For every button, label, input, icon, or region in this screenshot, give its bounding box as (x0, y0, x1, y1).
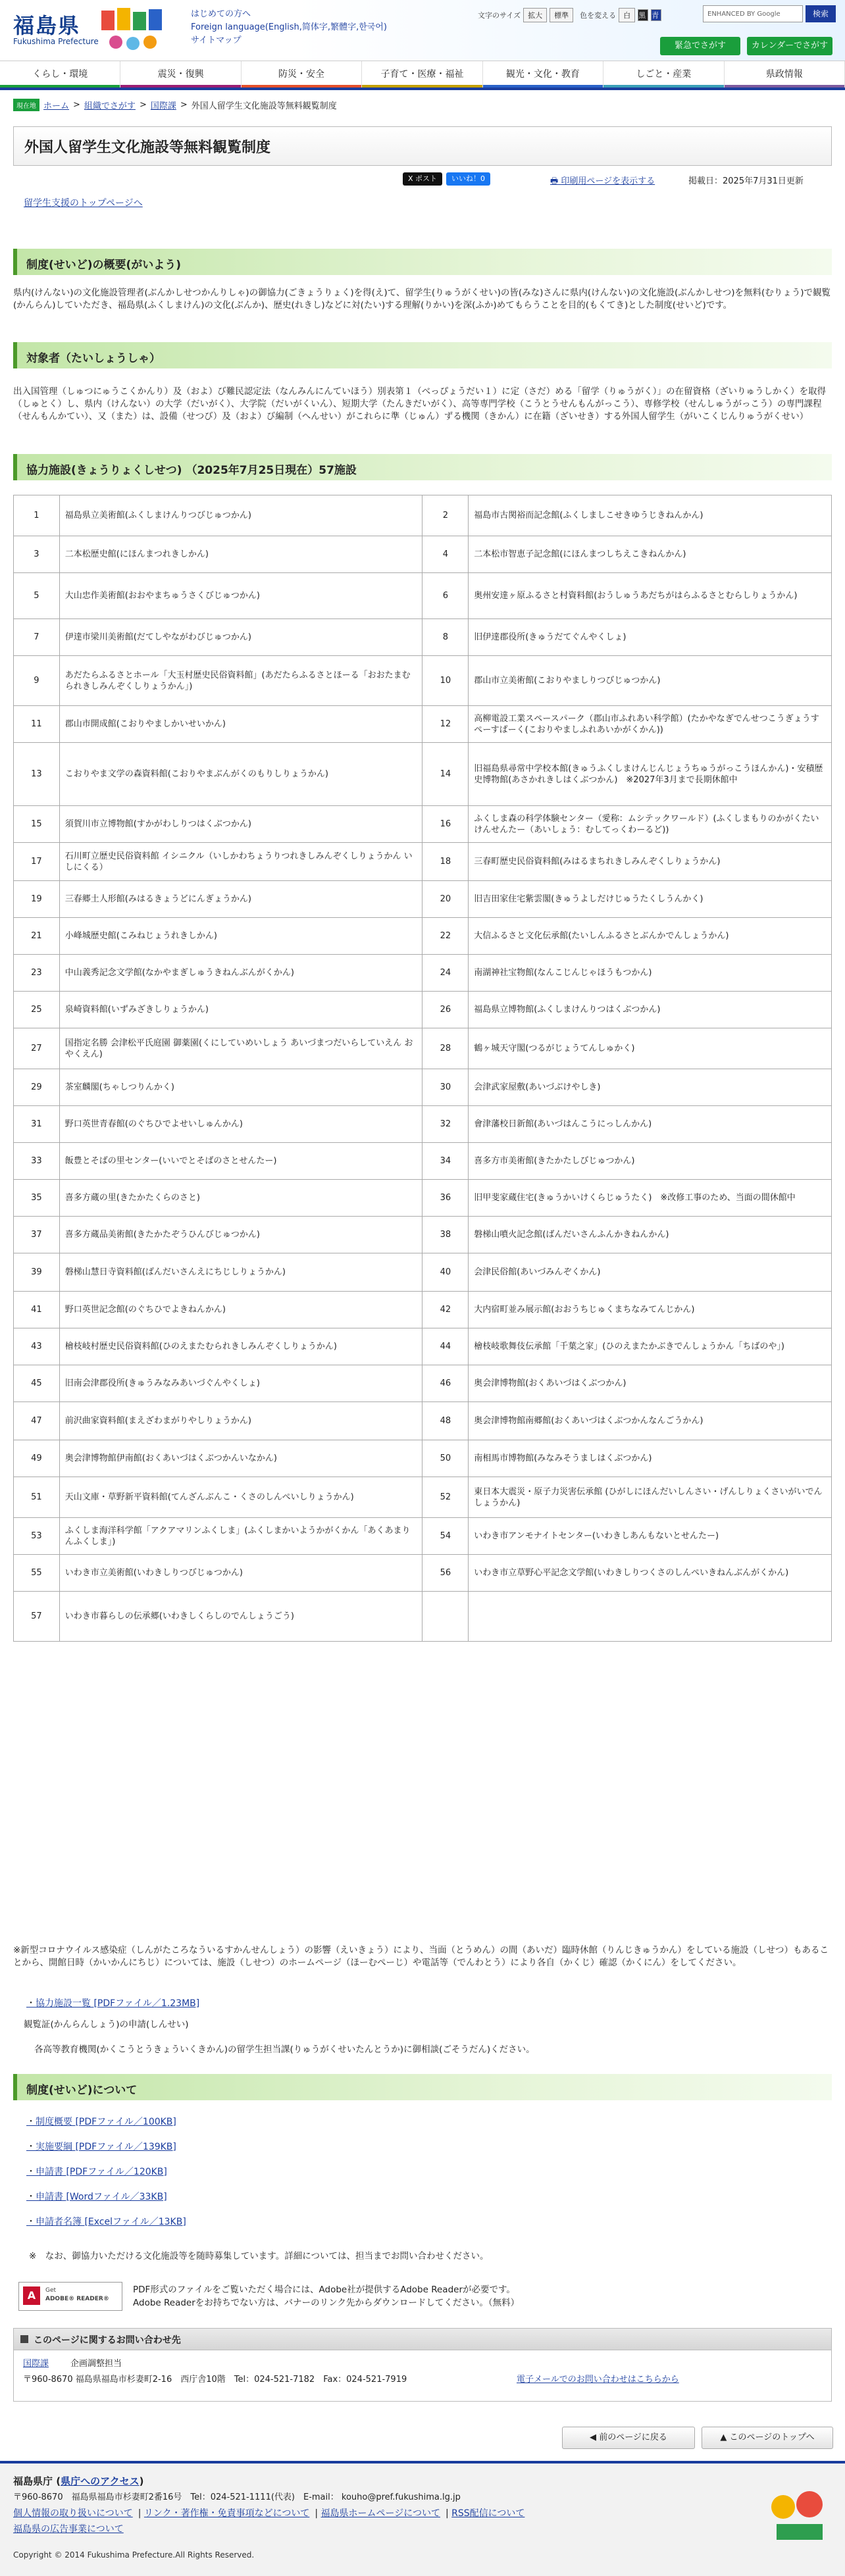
facility-name: 旧伊達郡役所(きゅうだてぐんやくしょ) (469, 619, 832, 656)
inquiry-section: 企画調整担当 (70, 2359, 122, 2369)
mascot-logo-image (99, 4, 165, 57)
footer-about-site-link[interactable]: 福島県ホームページについて (320, 2508, 440, 2519)
facility-number: 36 (423, 1180, 469, 1217)
table-row (14, 1402, 832, 1440)
page-title: 外国人留学生文化施設等無料観覧制度 (24, 139, 271, 156)
table-row (14, 536, 832, 573)
facility-name: 野口英世青春館(のぐちひでよせいしゅんかん) (59, 1106, 423, 1143)
facility-number: 47 (14, 1402, 60, 1440)
facility-number: 34 (423, 1143, 469, 1180)
application-pdf-link[interactable]: ・ 申請書 [PDFファイル／120KB] (26, 2165, 167, 2178)
table-row (14, 619, 832, 656)
applicant-list-excel-link[interactable]: ・ 申請者名簿 [Excelファイル／13KB] (26, 2215, 186, 2228)
facility-number: 43 (14, 1328, 60, 1365)
facility-name: 旧甲斐家蔵住宅(きゅうかいけくらじゅうたく) ※改修工事のため、当面の間休館中 (469, 1180, 832, 1217)
table-row (14, 573, 832, 619)
nav-prefectural-info[interactable]: 県政情報 (725, 61, 845, 88)
inquiry-department-link[interactable]: 国際課 (23, 2359, 49, 2369)
facility-name: 小峰城歴史館(こみねじょうれきしかん) (59, 918, 423, 955)
facility-number: 28 (423, 1028, 469, 1069)
facility-number: 6 (423, 573, 469, 619)
inquiry-box (13, 2328, 832, 2402)
facility-number: 57 (14, 1592, 60, 1642)
facility-number: 35 (14, 1180, 60, 1217)
adobe-reader-note: PDF形式のファイルをご覧いただく場合には、Adobe社が提供するAdobe Readerが必要です。 Adobe Readerをお持ちでない方は、バナーのリンク先からダウンロードしてください。（無料） (133, 2285, 520, 2308)
search-button[interactable]: 検索 (806, 5, 836, 22)
facility-name: 泉崎資料館(いずみざきしりょうかん) (59, 992, 423, 1028)
facility-number: 27 (14, 1028, 60, 1069)
publish-date: 掲載日：2025年7月31日更新 (688, 176, 804, 186)
facility-number: 55 (14, 1555, 60, 1592)
site-logo-subtitle: Fukushima Prefecture (13, 37, 99, 46)
facility-name: 茶室麟閣(ちゃしつりんかく) (59, 1069, 423, 1106)
facility-number: 25 (14, 992, 60, 1028)
footer-ads-link[interactable]: 福島県の広告事業について (13, 2524, 124, 2535)
table-row (14, 743, 832, 806)
facility-number: 5 (14, 573, 60, 619)
facility-name: 二本松歴史館(にほんまつれきしかん) (59, 536, 423, 573)
facility-name: 天山文庫・草野新平資料館(てんざんぶんこ・くさのしんぺいしりょうかん) (59, 1477, 423, 1518)
facility-name: 会津民俗館(あいづみんぞくかん) (469, 1253, 832, 1292)
facility-number: 10 (423, 656, 469, 706)
facility-name: 大信ふるさと文化伝承館(たいしんふるさとぶんかでんしょうかん) (469, 918, 832, 955)
facility-name: 喜多方市美術館(きたかたしびじゅつかん) (469, 1143, 832, 1180)
facility-number: 16 (423, 806, 469, 843)
footer-links: 個人情報の取り扱いについて | リンク・著作権・免責事項などについて | 福島県ホームページについて | RSS配信について 福島県の広告事業について (13, 2508, 525, 2535)
facility-name: あだたらふるさとホール「大玉村歴史民俗資料館」(あだたらふるさとほーる「おおたまむられきしみんぞくしりょうかん」) (59, 656, 423, 706)
facility-number: 21 (14, 918, 60, 955)
color-white-button[interactable]: 白 (619, 8, 635, 22)
table-row (14, 1180, 832, 1217)
facility-name: 前沢曲家資料館(まえざわまがりやしりょうかん) (59, 1402, 423, 1440)
table-row (14, 1555, 832, 1592)
facility-name: ふくしま海洋科学館「アクアマリンふくしま」(ふくしまかいようかがくかん「あくあまりんふくしま」) (59, 1518, 423, 1555)
overview-text: 県内(けんない)の文化施設管理者(ぶんかしせつかんりしゃ)の御協力(ごきょうりょく)を得(え)て、留学生(りゅうがくせい)の皆(みな)さんに県内(けんない)の文化施設(ぶんかしせつ)を無料(むりょう)で観覧(かんらん)していただき、福島県(ふくしまけん)の文化(ぶんか)、歴史(れきし)などに対(たい)する理解(りかい)を深(ふか)めてもらうことを目的(もくてき)とした制度(せいど)です。 (13, 288, 831, 311)
table-row (14, 1143, 832, 1180)
breadcrumb-current: 外国人留学生文化施設等無料観覧制度 (191, 101, 337, 111)
facility-name: 野口英世記念館(のぐちひでよきねんかん) (59, 1292, 423, 1328)
footer-email: kouho@pref.fukushima.lg.jp (341, 2492, 461, 2502)
page-title-box (13, 126, 832, 166)
facility-name: 三春町歴史民俗資料館(みはるまちれきしみんぞくしりょうかん) (469, 843, 832, 881)
facility-name: 伊達市梁川美術館(だてしやながわびじゅつかん) (59, 619, 423, 656)
heading-overview: 制度(せいど)の概要(がいよう) (13, 249, 832, 275)
table-row (14, 1069, 832, 1106)
facility-name: 東日本大震災・原子力災害伝承館 (ひがしにほんだいしんさい・げんしりょくさいがいでんしょうかん) (469, 1477, 832, 1518)
get-adobe-reader-banner[interactable]: A Get ADOBE® READER® (18, 2282, 122, 2311)
table-row (14, 1518, 832, 1555)
facility-name: いわき市立草野心平記念文学館(いわきしりつくさのしんぺいきねんぶんがくかん) (469, 1555, 832, 1592)
facility-name: 石川町立歴史民俗資料館 イシニクル（いしかわちょうりつれきしみんぞくしりょうかん いしにくる） (59, 843, 423, 881)
facility-name: 旧福島県尋常中学校本館(きゅうふくしまけんじんじょうちゅうがっこうほんかん)・安積歴史博物館(あさかれきしはくぶつかん) ※2027年3月まで長期休館中 (469, 743, 832, 806)
facility-name: 奥会津博物館(おくあいづはくぶつかん) (469, 1365, 832, 1402)
table-row (14, 881, 832, 918)
facility-number: 8 (423, 619, 469, 656)
breadcrumb-here-badge: 現在地 (13, 99, 39, 111)
color-change-label: 色を変える (580, 11, 617, 20)
nav-tourism-culture-education[interactable]: 観光・文化・教育 (483, 61, 603, 88)
inquiry-heading: このページに関するお問い合わせ先 (34, 2335, 181, 2346)
facility-name: こおりやま文学の森資料館(こおりやまぶんがくのもりしりょうかん) (59, 743, 423, 806)
x-post-button[interactable]: X ポスト (403, 172, 442, 186)
table-row (14, 1217, 832, 1253)
table-row (14, 1328, 832, 1365)
toplink-sitemap[interactable]: サイトマップ (191, 36, 242, 45)
facility-name: 奥会津博物館南郷館(おくあいづはくぶつかんなんごうかん) (469, 1402, 832, 1440)
facility-number: 11 (14, 706, 60, 743)
facility-name: 飯豊とそばの里センター(いいでとそばのさとせんたー) (59, 1143, 423, 1180)
footer-rss-link[interactable]: RSS配信について (451, 2508, 525, 2519)
facility-number: 32 (423, 1106, 469, 1143)
nav-disaster-reconstruction[interactable]: 震災・復興 (120, 61, 241, 88)
inquiry-square-icon (20, 2335, 28, 2343)
facility-number: 41 (14, 1292, 60, 1328)
facility-name: 喜多方蔵の里(きたかたくらのさと) (59, 1180, 423, 1217)
facility-list-pdf-link[interactable]: ・ 協力施設一覧 [PDFファイル／1.23MB] (26, 1996, 199, 2009)
facility-number: 51 (14, 1477, 60, 1518)
facility-number: 23 (14, 955, 60, 992)
facility-number: 1 (14, 495, 60, 536)
breadcrumb-home[interactable]: ホーム (43, 101, 70, 111)
facility-name: 大内宿町並み展示館(おおうちじゅくまちなみてんじかん) (469, 1292, 832, 1328)
facility-name: いわき市立美術館(いわきしりつびじゅつかん) (59, 1555, 423, 1592)
eligibility-text: 出入国管理（しゅつにゅうこくかんり）及（およ）び難民認定法（なんみんにんていほう）別表第１（べっぴょうだい１）に定（さだ）める「留学（りゅうがく）」の在留資格（ざいりゅうしかく）を取得（しゅとく）し、県内（けんない）の大学（だいがく）、大学院（だいがくいん）、短期大学（たんきだいがく）、高等専門学校（こうとうせんもんがっこう）、専修学校（せんしゅうがっこう）の専門課程（せんもんかてい）、又（また）は、設備（せつび）及（およ）び編制（へんせい）がこれらに準（じゅん）ずる機関（きかん）に在籍（ざいせき）する外国人留学生（がいこくじんりゅうがくせい） (13, 386, 826, 422)
facility-name: 中山義秀記念文学館(なかやまぎしゅうきねんぶんがくかん) (59, 955, 423, 992)
facility-number: 46 (423, 1365, 469, 1402)
facility-number: 24 (423, 955, 469, 992)
facility-name (469, 1592, 832, 1642)
inquiry-address: 〒960-8670 福島県福島市杉妻町2-16 西庁舎10階 Tel：024-521-7182 Fax：024-521-7919 (23, 2375, 407, 2385)
facility-name: 南相馬市博物館(みなみそうましはくぶつかん) (469, 1440, 832, 1477)
site-footer: 福島県庁 (県庁へのアクセス) 〒960-8670 福島県福島市杉妻町2番16号 Tel：024-521-1111(代表) E-mail： kouho@pref.fukushima.lg.jp 個人情報の取り扱いについて | リンク・著作権・免責事項などについて | 福島県ホームページについて | RSS配信について 福島県の広告事業について Copyright © 2014 Fukushima Prefecture.All Rights Reserved. (0, 2461, 845, 2576)
table-row (14, 806, 832, 843)
footer-address: 〒960-8670 福島県福島市杉妻町2番16号 Tel：024-521-1111(代表) E-mail： (13, 2492, 339, 2502)
facility-name: 福島県立博物館(ふくしまけんりつはくぶつかん) (469, 992, 832, 1028)
facility-name: 南湖神社宝物館(なんこじんじゃほうもつかん) (469, 955, 832, 992)
facility-name: 会津武家屋敷(あいづぶけやしき) (469, 1069, 832, 1106)
facility-number: 4 (423, 536, 469, 573)
facility-number: 38 (423, 1217, 469, 1253)
facility-name: 奥会津博物館伊南館(おくあいづはくぶつかんいなかん) (59, 1440, 423, 1477)
facility-name: ふくしま森の科学体験センター（愛称：ムシテックワールド）(ふくしまもりのかがくたいけんせんたー（あいしょう：むしてっくわーるど)) (469, 806, 832, 843)
facility-number: 52 (423, 1477, 469, 1518)
footer-mascot-image (763, 2481, 836, 2546)
facility-name: いわき市暮らしの伝承郷(いわきしくらしのでんしょうごう) (59, 1592, 423, 1642)
apply-label: 観覧証(かんらんしょう)の申請(しんせい) (24, 2019, 189, 2030)
font-standard-button[interactable]: 標準 (550, 8, 573, 22)
footer-access-link[interactable]: 県庁へのアクセス (61, 2475, 140, 2487)
table-row (14, 1253, 832, 1292)
facility-number: 15 (14, 806, 60, 843)
table-row (14, 918, 832, 955)
facility-number: 56 (423, 1555, 469, 1592)
back-button[interactable]: ◀ 前のページに戻る (562, 2427, 695, 2449)
heading-eligibility: 対象者（たいしょうしゃ） (13, 342, 832, 368)
facility-number: 19 (14, 881, 60, 918)
facility-number: 54 (423, 1518, 469, 1555)
table-row (14, 843, 832, 881)
footer-copyright-link[interactable]: リンク・著作権・免責事項などについて (143, 2508, 310, 2519)
facility-name: 三春郷土人形館(みはるきょうどにんぎょうかん) (59, 881, 423, 918)
print-page-link[interactable]: 🖶 印刷用ページを表示する (550, 176, 655, 186)
facility-number: 29 (14, 1069, 60, 1106)
font-enlarge-button[interactable]: 拡大 (523, 8, 547, 22)
covid-note: ※新型コロナウイルス感染症（しんがたころなういるすかんせんしょう）の影響（えいきょう）により、当面（とうめん）の間（あいだ）臨時休館（りんじきゅうかん）をしている施設（しせつ）もあることから、開館日時（かいかんにちじ）については、施設（しせつ）のホームページ（ほーむぺーじ）や電話等（でんわとう）により各自（かくじ）確認（かくにん）をしてください。 (13, 1945, 829, 1968)
facility-number: 49 (14, 1440, 60, 1477)
facility-number: 53 (14, 1518, 60, 1555)
facility-name: 須賀川市立博物館(すかがわしりつはくぶつかん) (59, 806, 423, 843)
urgent-search-button[interactable]: 緊急でさがす (660, 37, 740, 55)
facility-name: 磐梯山噴火記念館(ばんだいさんふんかきねんかん) (469, 1217, 832, 1253)
color-blue-button[interactable]: 青 (651, 9, 661, 21)
facility-number: 39 (14, 1253, 60, 1292)
facility-number: 13 (14, 743, 60, 806)
facility-number: 45 (14, 1365, 60, 1402)
inquiry-email-link[interactable]: 電子メールでのお問い合わせはこちらから (517, 2375, 679, 2385)
application-word-link[interactable]: ・ 申請書 [Wordファイル／33KB] (26, 2190, 167, 2203)
footer-privacy-link[interactable]: 個人情報の取り扱いについて (13, 2508, 133, 2519)
facility-number: 14 (423, 743, 469, 806)
up-arrow-icon: ▲ (720, 2433, 730, 2442)
system-overview-pdf-link[interactable]: ・ 制度概要 [PDFファイル／100KB] (26, 2115, 176, 2128)
font-size-label: 文字のサイズ (478, 11, 521, 20)
table-row (14, 992, 832, 1028)
copyright: Copyright © 2014 Fukushima Prefecture.All Rights Reserved. (13, 2550, 255, 2560)
facility-name: 鶴ヶ城天守閣(つるがじょうてんしゅかく) (469, 1028, 832, 1069)
facility-number: 20 (423, 881, 469, 918)
facility-number: 22 (423, 918, 469, 955)
facility-number: 2 (423, 495, 469, 536)
site-logo[interactable]: 福島県 (13, 13, 81, 38)
facility-number: 3 (14, 536, 60, 573)
page-top-button[interactable]: ▲ このページのトップへ (702, 2427, 833, 2449)
table-row (14, 656, 832, 706)
table-row (14, 1440, 832, 1477)
facility-number: 40 (423, 1253, 469, 1292)
table-row (14, 1477, 832, 1518)
table-row (14, 1028, 832, 1069)
facility-number: 7 (14, 619, 60, 656)
table-row (14, 495, 832, 536)
table-row (14, 1292, 832, 1328)
printer-icon: 🖶 (550, 176, 561, 186)
facility-number: 50 (423, 1440, 469, 1477)
facility-name: 奥州安達ヶ原ふるさと村資料館(おうしゅうあだちがはらふるさとむらしりょうかん) (469, 573, 832, 619)
facility-name: 国指定名勝 会津松平氏庭園 御薬園(くにしていめいしょう あいづまつだいらしていえん おやくえん) (59, 1028, 423, 1069)
facility-name: 福島市古関裕而記念館(ふくしましこせきゆうじきねんかん) (469, 495, 832, 536)
facility-number: 37 (14, 1217, 60, 1253)
facility-name: 會津藩校日新館(あいづはんこうにっしんかん) (469, 1106, 832, 1143)
breadcrumb-organization[interactable]: 組織でさがす (84, 101, 136, 111)
apply-text: 各高等教育機関(かくこうとうきょういくきかん)の留学生担当課(りゅうがくせいたんとうか)に御相談(ごそうだん)ください。 (34, 2044, 535, 2055)
facility-number: 33 (14, 1143, 60, 1180)
facility-name: 檜枝岐歌舞伎伝承館「千葉之家」(ひのえまたかぶきでんしょうかん「ちばのや」) (469, 1328, 832, 1365)
facility-name: 郡山市立美術館(こおりやましりつびじゅつかん) (469, 656, 832, 706)
nav-living-environment[interactable]: くらし・環境 (0, 61, 120, 88)
facility-number: 12 (423, 706, 469, 743)
nav-childcare-medical-welfare[interactable]: 子育て・医療・福祉 (362, 61, 482, 88)
facility-name: 高柳電設工業スペースパーク（郡山市ふれあい科学館）(たかやなぎでんせつこうぎょうすぺーすぱーく(こおりやましふれあいかがくかん)) (469, 706, 832, 743)
facility-number: 26 (423, 992, 469, 1028)
facility-name: いわき市アンモナイトセンター(いわきしあんもないとせんたー) (469, 1518, 832, 1555)
table-row (14, 1365, 832, 1402)
facility-number: 18 (423, 843, 469, 881)
facility-number: 9 (14, 656, 60, 706)
guidelines-pdf-link[interactable]: ・ 実施要綱 [PDFファイル／139KB] (26, 2140, 176, 2153)
student-support-top-link[interactable]: 留学生支援のトップページへ (24, 198, 143, 209)
toplink-beginners[interactable]: はじめての方へ (191, 9, 251, 19)
back-arrow-icon: ◀ (590, 2433, 600, 2442)
global-nav (0, 61, 845, 90)
toplink-foreign-language[interactable]: Foreign language(English,简体字,繁體字,한국어) (191, 22, 387, 32)
facilities-table (13, 495, 832, 1642)
facility-number: 30 (423, 1069, 469, 1106)
facility-name: 旧吉田家住宅紫雲閣(きゅうよしだけじゅうたくしうんかく) (469, 881, 832, 918)
facility-name: 福島県立美術館(ふくしまけんりつびじゅつかん) (59, 495, 423, 536)
table-row (14, 1592, 832, 1642)
facility-number (423, 1592, 469, 1642)
recruiting-note: ※ なお、御協力いただける文化施設等を随時募集しています。詳細については、担当までお問い合わせください。 (29, 2251, 489, 2261)
facility-number: 42 (423, 1292, 469, 1328)
facility-number: 48 (423, 1402, 469, 1440)
nav-work-industry[interactable]: しごと・産業 (603, 61, 724, 88)
facility-name: 旧南会津郡役所(きゅうみなみあいづぐんやくしょ) (59, 1365, 423, 1402)
search-input[interactable]: ENHANCED BY Google (703, 5, 803, 22)
nav-safety[interactable]: 防災・安全 (242, 61, 362, 88)
facility-name: 磐梯山慧日寺資料館(ばんだいさんえにちじしりょうかん) (59, 1253, 423, 1292)
facebook-like-button[interactable]: いいね！0 (446, 172, 490, 186)
breadcrumb-international-division[interactable]: 国際課 (150, 101, 176, 111)
facility-name: 喜多方蔵品美術館(きたかたぞうひんびじゅつかん) (59, 1217, 423, 1253)
color-black-button[interactable]: 黒 (638, 9, 648, 21)
calendar-search-button[interactable]: カレンダーでさがす (747, 37, 832, 55)
table-row (14, 706, 832, 743)
table-row (14, 955, 832, 992)
breadcrumb: 現在地 ホーム > 組織でさがす > 国際課 > 外国人留学生文化施設等無料観覧制度 (13, 99, 337, 111)
heading-cooperating-facilities: 協力施設(きょうりょくしせつ) （2025年7月25日現在）57施設 (13, 454, 832, 480)
facility-name: 二本松市智恵子記念館(にほんまつしちえこきねんかん) (469, 536, 832, 573)
footer-org-name: 福島県庁 (13, 2475, 53, 2487)
facility-number: 31 (14, 1106, 60, 1143)
facility-name: 郡山市開成館(こおりやましかいせいかん) (59, 706, 423, 743)
site-header (0, 0, 845, 61)
table-row (14, 1106, 832, 1143)
adobe-icon: A (23, 2286, 40, 2305)
facility-number: 17 (14, 843, 60, 881)
facility-name: 大山忠作美術館(おおやまちゅうさくびじゅつかん) (59, 573, 423, 619)
facility-number: 44 (423, 1328, 469, 1365)
facility-name: 檜枝岐村歴史民俗資料館(ひのえまたむられきしみんぞくしりょうかん) (59, 1328, 423, 1365)
heading-about-system: 制度(せいど)について (13, 2074, 832, 2100)
